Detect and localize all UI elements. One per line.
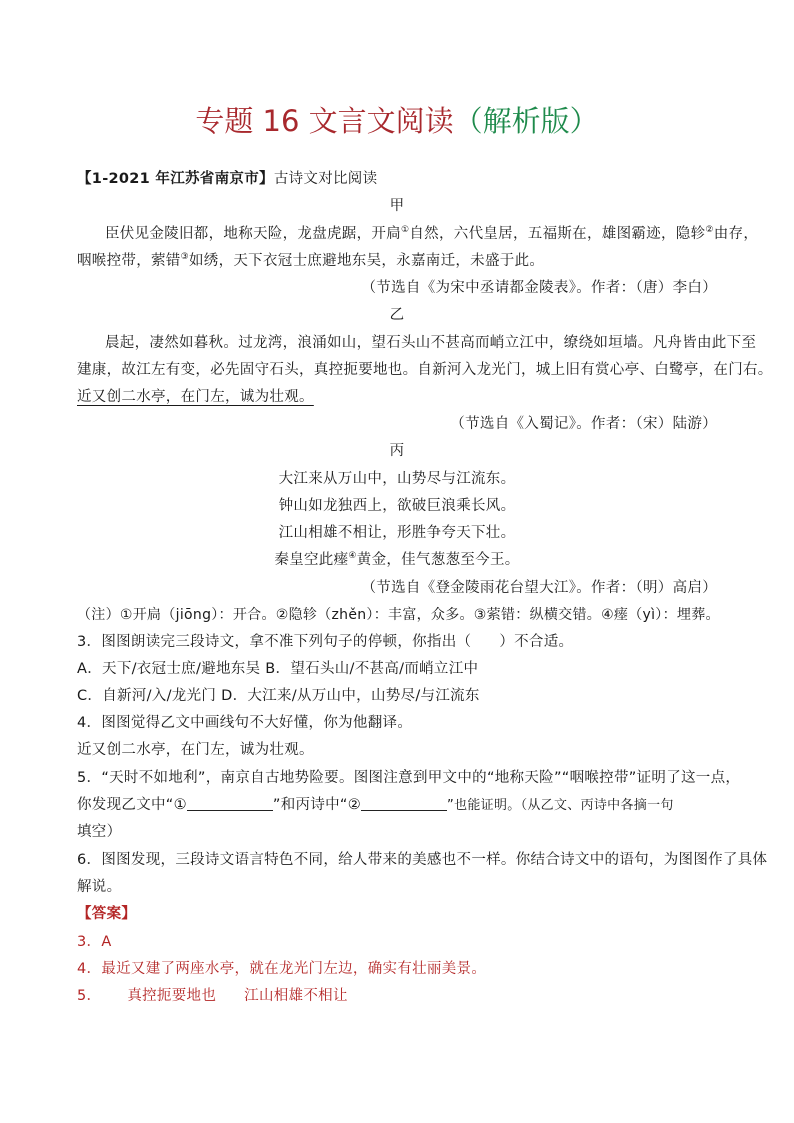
yi-source: （节选自《入蜀记》。作者：（宋）陆游） — [450, 416, 717, 432]
footnote-mark: ③ — [180, 252, 189, 262]
heading-jia: 甲 — [389, 198, 405, 214]
bing-source: （节选自《登金陵雨花台望大江》。作者：（明）高启） — [361, 580, 717, 596]
question-6-line-2: 解说。 — [77, 879, 122, 895]
title-sub: （解析版） — [453, 104, 599, 138]
jia-line-1 — [105, 224, 758, 244]
section-tag: 【1-2021 年江苏省南京市】 — [77, 171, 274, 187]
jia-text: 由存， — [713, 226, 759, 242]
question-text: ）不合适。 — [499, 634, 574, 650]
question-3 — [77, 632, 573, 652]
answer-3: 3．A — [77, 934, 112, 950]
footnotes: （注）①开扃（jiōng）：开合。②隐轸（zhěn）：丰富，众多。③萦错：纵横交错。④瘗（yì）：埋葬。 — [77, 607, 720, 623]
yi-line-2: 建康，故江左有变，必先固守石头，真控扼要地也。自新河入龙光门，城上旧有赏心亭、白鹭亭，在门右。 — [77, 362, 773, 378]
section-header — [77, 169, 377, 189]
answer-number: 5． — [77, 988, 102, 1004]
yi-line-1: 晨起，凄然如暮秋。过龙湾，浪涌如山，望石头山不甚高而峭立江中，缭绕如垣墙。凡舟皆由此下至 — [105, 335, 757, 351]
heading-yi: 乙 — [389, 307, 405, 323]
jia-text: 自然，六代皇居，五福斯在，雄图霸迹，隐轸 — [409, 226, 706, 242]
jia-text: 臣伏见金陵旧都，地称天险，龙盘虎踞，开扃 — [105, 226, 401, 242]
answer-5-part-2: 江山相雄不相让 — [244, 988, 348, 1004]
question-4: 4．图图觉得乙文中画线句不大好懂，你为他翻译。 — [77, 715, 413, 731]
page-title — [0, 101, 794, 141]
poem-line — [0, 550, 794, 570]
fill-blank-2 — [361, 796, 447, 811]
poem-text: 秦皇空此瘗 — [274, 552, 349, 568]
question-text: 3．图图朗读完三段诗文，拿不准下列句子的停顿，你指出（ — [77, 634, 472, 650]
title-main: 专题 16 文言文阅读 — [195, 104, 454, 138]
fill-blank-1 — [187, 796, 273, 811]
question-text: 你发现乙文中“① — [77, 797, 187, 813]
question-5-line-1: 5．“天时不如地利”，南京自古地势险要。图图注意到甲文中的“地称天险”“咽喉控带”证明了这一点， — [77, 770, 741, 786]
jia-text: 咽喉控带，萦错 — [77, 253, 181, 269]
footnote-mark: ④ — [348, 551, 357, 561]
question-4-sentence: 近又创二水亭，在门左，诚为壮观。 — [77, 742, 314, 758]
answer-4: 4．最近又建了两座水亭，就在龙光门左边，确实有壮丽美景。 — [77, 961, 487, 977]
question-5-line-3: 填空） — [77, 824, 122, 840]
answer-5-part-1: 真控扼要地也 — [127, 988, 217, 1004]
heading-bing: 丙 — [389, 443, 405, 459]
question-text: ”和丙诗中“② — [272, 797, 362, 813]
question-text: ”也能证明。（从乙文、丙诗中各摘一句 — [447, 798, 674, 813]
section-text: 古诗文对比阅读 — [273, 171, 378, 187]
footnote-mark: ① — [401, 225, 410, 235]
yi-underlined-sentence: 近又创二水亭，在门左，诚为壮观。 — [77, 389, 314, 405]
footnote-mark: ② — [705, 225, 714, 235]
jia-source: （节选自《为宋中丞请都金陵表》。作者：（唐）李白） — [361, 280, 717, 296]
question-3-options-ab: A．天下/衣冠士庶/避地东吴 B．望石头山/不甚高/而峭立江中 — [77, 661, 479, 677]
answer-label: 【答案】 — [77, 906, 137, 922]
poem-line: 大江来从万山中，山势尽与江流东。 — [278, 471, 516, 487]
poem-line: 钟山如龙独西上，欲破巨浪乘长风。 — [278, 498, 516, 514]
poem-line: 江山相雄不相让，形胜争夸天下壮。 — [278, 525, 516, 541]
question-5-line-2 — [77, 795, 674, 816]
jia-line-2 — [77, 251, 544, 271]
jia-text: 如绣，天下衣冠士庶避地东吴，永嘉南迁，未盛于此。 — [188, 253, 545, 269]
answer-5 — [77, 986, 348, 1006]
question-6-line-1: 6．图图发现，三段诗文语言特色不同，给人带来的美感也不一样。你结合诗文中的语句，为图图作了具体 — [77, 852, 768, 868]
question-3-options-cd: C．自新河/入/龙光门 D．大江来/从万山中，山势尽/与江流东 — [77, 688, 480, 704]
poem-text: 黄金，佳气葱葱至今王。 — [356, 552, 520, 568]
